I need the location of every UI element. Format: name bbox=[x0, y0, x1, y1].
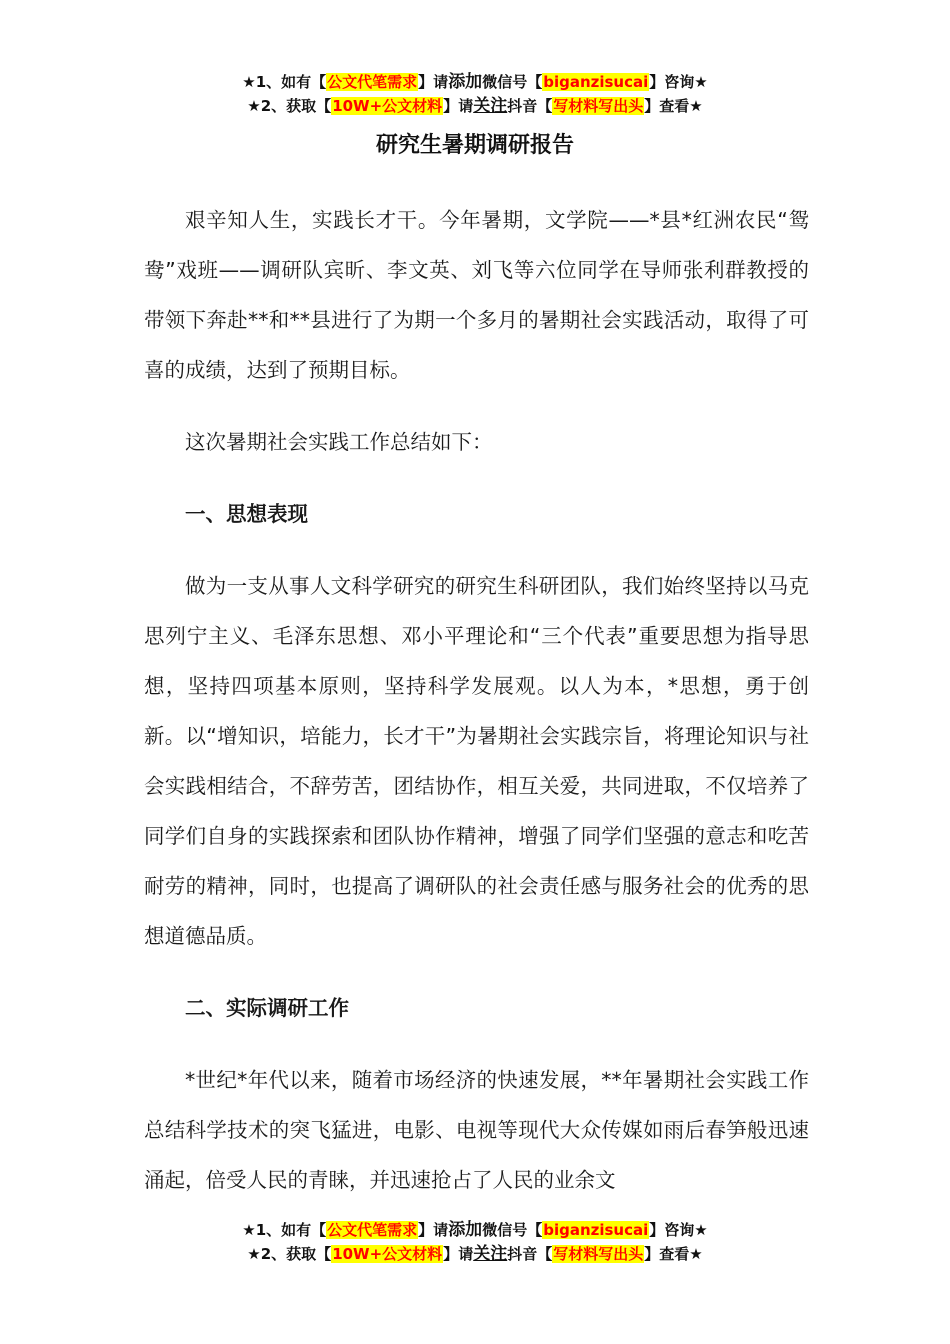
paragraph-intro: 艰辛知人生，实践长才干。今年暑期，文学院——*县*红洲农民“鸳鸯”戏班——调研队宾昕、李文英、刘飞等六位同学在导师张利群教授的带领下奔赴**和**县进行了为期一个多月的暑期社会实践活动，取得了可喜的成绩，达到了预期目标。 bbox=[144, 208, 809, 382]
highlight-wechat-id: biganzisucai bbox=[543, 1221, 649, 1239]
paragraph-summary-lead: 这次暑期社会实践工作总结如下： bbox=[185, 430, 493, 454]
paragraph-thought: 做为一支从事人文科学研究的研究生科研团队，我们始终坚持以马克思列宁主义、毛泽东思想、邓小平理论和“三个代表”重要思想为指导思想，坚持四项基本原则，坚持科学发展观。以人为本，*思想，勇于创新。以“增知识，培能力，长才干”为暑期社会实践宗旨，将理论知识与社会实践相结合，不辞劳苦，团结协作，相互关爱，共同进取，不仅培养了同学们自身的实践探索和团队协作精神，增强了同学们坚强的意志和吃苦耐劳的精神，同时，也提高了调研队的社会责任感与服务社会的优秀的思想道德品质。 bbox=[144, 574, 809, 948]
highlight-douyin-account: 写材料写出头 bbox=[553, 1245, 644, 1263]
banner-emphasis: 关注 bbox=[473, 96, 508, 116]
banner-text: 抖音【 bbox=[507, 97, 553, 115]
footer-banner bbox=[0, 1218, 950, 1266]
banner-text: 微信号【 bbox=[482, 73, 543, 91]
banner-text: ★1、如有【 bbox=[242, 1221, 327, 1239]
banner-text: ★2、获取【 bbox=[247, 97, 332, 115]
highlight-wechat-id: biganzisucai bbox=[543, 73, 649, 91]
section-heading-research: 二、实际调研工作 bbox=[185, 996, 349, 1020]
highlight-service: 公文代笔需求 bbox=[327, 73, 418, 91]
paragraph-research: *世纪*年代以来，随着市场经济的快速发展，**年暑期社会实践工作总结科学技术的突飞猛进，电影、电视等现代大众传媒如雨后春笋般迅速涌起，倍受人民的青睐，并迅速抢占了人民的业余文 bbox=[144, 1068, 809, 1192]
banner-text: 】请 bbox=[443, 1245, 474, 1263]
banner-text: ★2、获取【 bbox=[247, 1245, 332, 1263]
banner-emphasis: 添加 bbox=[448, 1220, 483, 1240]
banner-line-1 bbox=[0, 70, 950, 94]
banner-line-1 bbox=[0, 1218, 950, 1242]
highlight-materials: 10W+公文材料 bbox=[332, 97, 443, 115]
banner-text: 】查看★ bbox=[644, 1245, 703, 1263]
banner-text: 】请 bbox=[443, 97, 474, 115]
document-body bbox=[144, 195, 809, 1205]
banner-text: 】查看★ bbox=[644, 97, 703, 115]
banner-emphasis: 关注 bbox=[473, 1244, 508, 1264]
highlight-service: 公文代笔需求 bbox=[327, 1221, 418, 1239]
highlight-douyin-account: 写材料写出头 bbox=[553, 97, 644, 115]
banner-text: 】请 bbox=[418, 73, 449, 91]
banner-text: 微信号【 bbox=[482, 1221, 543, 1239]
banner-line-2 bbox=[0, 1242, 950, 1266]
banner-line-2 bbox=[0, 94, 950, 118]
banner-text: 抖音【 bbox=[507, 1245, 553, 1263]
highlight-materials: 10W+公文材料 bbox=[332, 1245, 443, 1263]
banner-text: 】咨询★ bbox=[649, 73, 708, 91]
banner-emphasis: 添加 bbox=[448, 72, 483, 92]
banner-text: ★1、如有【 bbox=[242, 73, 327, 91]
section-heading-thought: 一、思想表现 bbox=[185, 502, 308, 526]
banner-text: 】咨询★ bbox=[649, 1221, 708, 1239]
header-banner bbox=[0, 70, 950, 118]
document-title: 研究生暑期调研报告 bbox=[375, 133, 574, 158]
banner-text: 】请 bbox=[418, 1221, 449, 1239]
